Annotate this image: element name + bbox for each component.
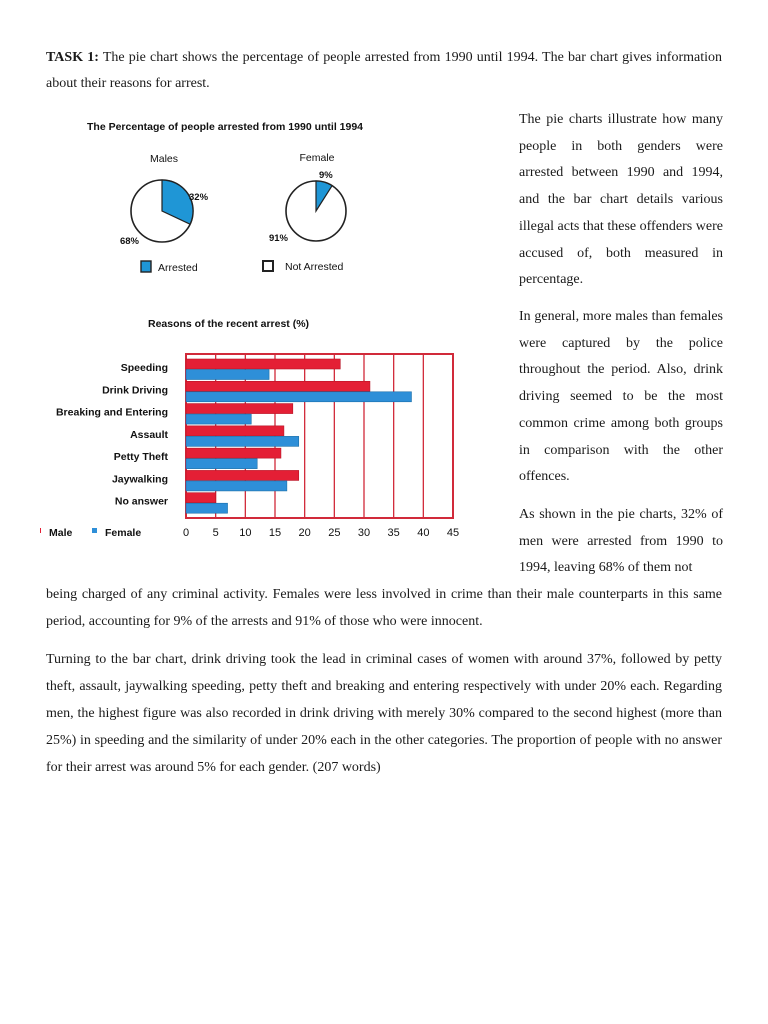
pie-males-name: Males: [149, 153, 179, 165]
essay-paragraph-4: Turning to the bar chart, drink driving took the lead in criminal cases of women with around 37%, followed by petty theft, assault, jaywalking speeding, petty theft and breaking and entering respectively with under 20% each. Regarding men, the highest figure was also recorded in drink driving with merely 30% compared to the second highest (more than 25%) in speeding and the similarity of under 20% each in the other categories. The proportion of people with no answer for their arrest was around 5% for each gender. (207 words): [46, 652, 722, 775]
legend-female-label: Female: [105, 527, 142, 539]
task-text: The pie chart shows the percentage of people arrested from 1990 until 1994. The bar chart gives information about their reasons for arrest.: [46, 50, 722, 91]
bar-xtick-label-25: 25: [328, 527, 341, 539]
legend-not-arrested-label: Not Arrested: [285, 261, 344, 273]
pie-female-label-not-arrested: 91%: [268, 233, 288, 244]
bar-xtick-label-30: 30: [357, 527, 371, 539]
bar-female-breaking-and-entering: [186, 414, 251, 424]
legend-arrested-label: Arrested: [158, 262, 198, 274]
pie-female-name: Female: [299, 152, 335, 164]
bar-category-label-drink-driving: Drink Driving: [102, 384, 168, 397]
legend-female-swatch: [92, 528, 97, 533]
bar-xtick-label-45: 45: [446, 527, 460, 539]
bar-female-jaywalking: [186, 481, 287, 491]
bar-category-label-jaywalking: Jaywalking: [111, 473, 168, 486]
bar-female-speeding: [186, 370, 269, 380]
bar-category-label-breaking-and-entering: Breaking and Entering: [55, 406, 168, 419]
essay-paragraph-3-start: As shown in the pie charts, 32% of men were arrested from 1990 to 1994, leaving 68% of them not: [519, 507, 723, 576]
legend-arrested-swatch: [141, 261, 151, 272]
pie-males-label-arrested: 32%: [189, 192, 209, 203]
task-label: TASK 1:: [46, 50, 99, 65]
bar-male-no-answer: [186, 493, 216, 503]
bar-xtick-label-35: 35: [387, 527, 400, 539]
legend-not-arrested-swatch: [263, 261, 273, 271]
bar-category-label-speeding: Speeding: [120, 362, 168, 374]
legend-male-swatch: [40, 528, 41, 533]
bar-male-speeding: [186, 359, 340, 369]
bar-female-petty-theft: [186, 459, 257, 469]
bar-xtick-label-40: 40: [417, 527, 430, 539]
bar-chart-title: Reasons of the recent arrest (%): [148, 318, 310, 330]
chart-figure: [40, 110, 470, 550]
bar-xtick-label-15: 15: [268, 527, 282, 539]
bar-xtick-label-5: 5: [212, 527, 219, 539]
bar-xtick-label-10: 10: [239, 527, 252, 539]
bar-female-drink-driving: [186, 392, 411, 402]
bar-male-petty-theft: [186, 448, 281, 458]
bar-male-drink-driving: [186, 381, 370, 391]
pie-males-label-not-arrested: 68%: [119, 236, 139, 247]
essay-paragraph-3-end: being charged of any criminal activity. Females were less involved in crime than their male counterparts in this same period, accounting for 9% of the arrests and 91% of those who were innocent.: [46, 587, 722, 629]
bar-category-label-no-answer: No answer: [114, 495, 168, 508]
bar-xtick-label-20: 20: [298, 527, 311, 539]
bar-female-assault: [186, 436, 299, 446]
pie-female-label-arrested: 9%: [319, 170, 333, 181]
bar-xtick-label-0: 0: [182, 527, 190, 539]
bar-male-jaywalking: [186, 470, 299, 480]
chart-canvas: [40, 110, 470, 550]
essay-paragraph-2: In general, more males than females were captured by the police throughout the period. Also, drink driving seemed to be the most common crime among both groups in comparison with the other offences.: [519, 309, 723, 485]
essay-paragraph-1: The pie charts illustrate how many people in both genders were arrested between 1990 and 1994, and the bar chart details various illegal acts that these offenders were accused of, both measured in percentage.: [519, 112, 723, 288]
legend-male-label: Male: [49, 527, 73, 539]
bar-male-breaking-and-entering: [186, 404, 293, 414]
bar-female-no-answer: [186, 503, 228, 513]
bar-male-assault: [186, 426, 284, 436]
bar-category-label-assault: Assault: [130, 428, 168, 441]
pie-chart-title: The Percentage of people arrested from 1990 until 1994: [87, 121, 364, 133]
bar-category-label-petty-theft: Petty Theft: [113, 451, 168, 464]
task-prompt: [46, 45, 722, 97]
